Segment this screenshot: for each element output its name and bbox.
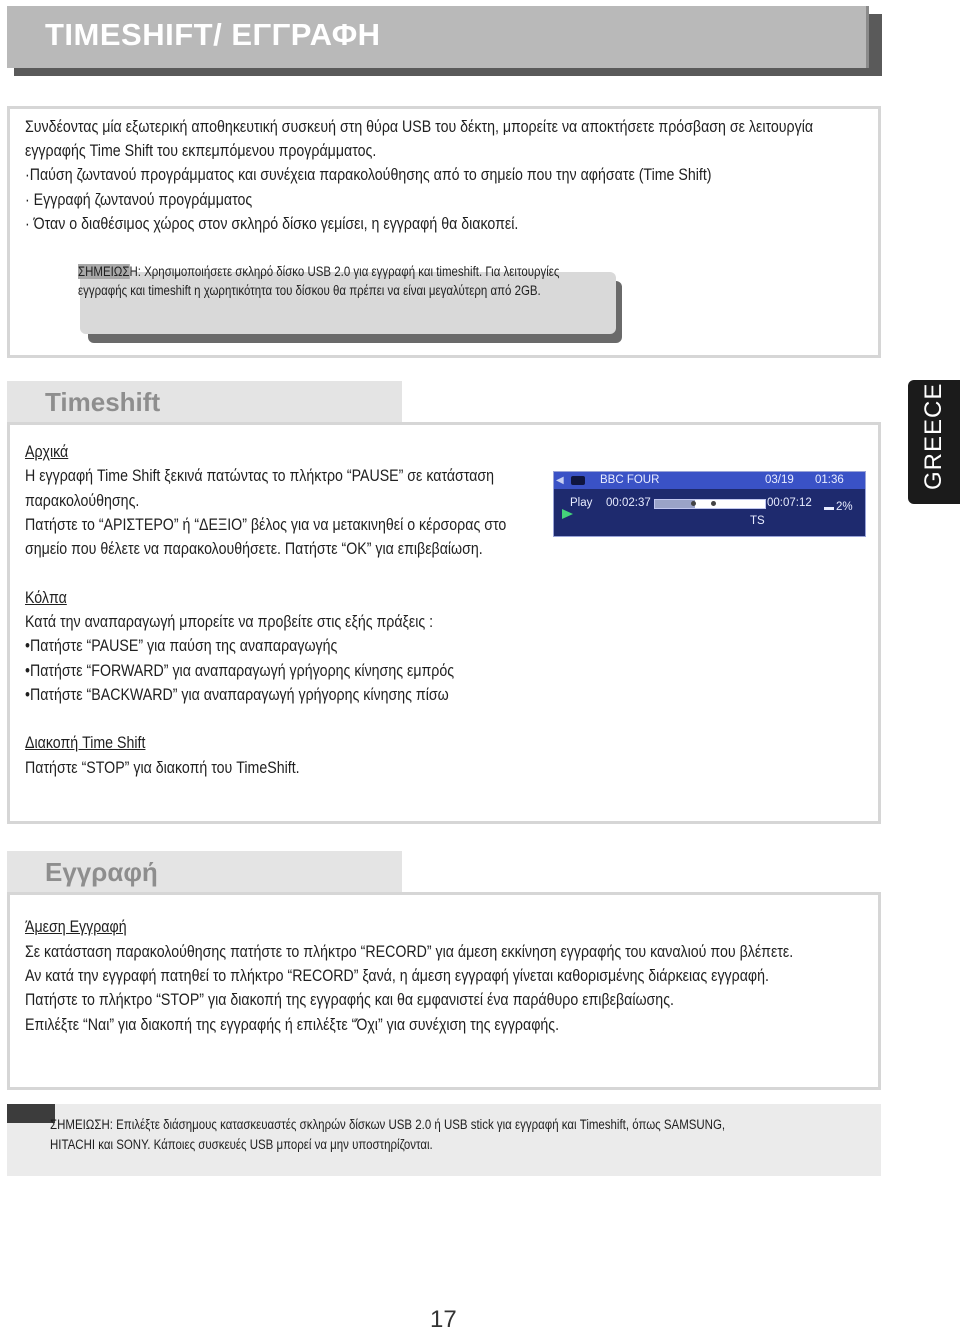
note-text-1: Η: Χρησιμοποιήσετε σκληρό δίσκο USB 2.0 για εγγραφή και timeshift. Για λειτουργίες [129,264,560,279]
back-arrow-icon: ◀ [556,475,564,486]
timeshift-stop-heading: Διακοπή Time Shift [25,734,146,752]
timeshift-tab-label: Timeshift [45,387,161,417]
timeshift-start-line-1: Η εγγραφή Time Shift ξεκινά πατώντας το πλήκτρο “PAUSE” σε κατάσταση [25,467,495,485]
osd-current-time: 00:02:37 [606,497,651,509]
record-heading: Άμεση Εγγραφή [25,918,127,936]
osd-episode: 03/19 [765,474,794,486]
intro-line-1: Συνδέοντας μία εξωτερική αποθηκευτική συσκευή στη θύρα USB του δέκτη, μπορείτε να αποκτήσετε πρόσβαση σε λειτουργία [25,118,814,136]
osd-percent-icon [824,507,834,510]
timeshift-tricks-line-1: Κατά την αναπαραγωγή μπορείτε να προβείτε στις εξής πράξεις : [25,613,434,631]
timeshift-tricks-line-2: •Πατήστε “PAUSE” για παύση της αναπαραγωγής [25,637,338,655]
timeshift-start-heading: Αρχικά [25,443,69,461]
intro-bullet-2: · Εγγραφή ζωντανού προγράμματος [25,191,253,209]
timeshift-osd [553,471,866,537]
record-line-2: Αν κατά την εγγραφή πατηθεί το πλήκτρο “RECORD” ξανά, η άμεση εγγραφή γίνεται καθορισμένης διάρκειας εγγραφή. [25,967,769,985]
osd-progress-fill [655,500,695,508]
timeshift-start-line-4: σημείο που θέλετε να παρακολουθήσετε. Πατήστε “OK” για επιβεβαίωση. [25,540,483,558]
bottom-note-label: ΣΗΜΕΙΩΣΗ [50,1117,110,1132]
timeshift-tricks-line-3: •Πατήστε “FORWARD” για αναπαραγωγή γρήγορης κίνησης εμπρός [25,662,455,680]
page-number: 17 [430,1306,457,1333]
record-line-4: Επιλέξτε “Ναι” για διακοπή της εγγραφής ή επιλέξτε “Όχι” για συνέχιση της εγγραφής. [25,1016,560,1034]
intro-bullet-3: · Όταν ο διαθέσιμος χώρος στον σκληρό δίσκο γεμίσει, η εγγραφή θα διακοπεί. [25,215,519,233]
osd-clock: 01:36 [815,474,844,486]
tv-icon [571,476,585,485]
intro-line-2: εγγραφής Time Shift του εκπεμπόμενου προγράμματος. [25,142,377,160]
osd-play-state: Play [570,497,593,509]
osd-progress-bar [654,499,766,509]
bottom-note-line-1 [50,1115,725,1134]
osd-percent: 2% [836,501,853,513]
record-line-1: Σε κατάσταση παρακολούθησης πατήστε το πλήκτρο “RECORD” για άμεση εκκίνηση εγγραφής του καναλιού που βλέπετε. [25,943,794,961]
timeshift-tricks-heading: Κόλπα [25,589,67,607]
osd-mode: TS [750,515,765,527]
bottom-note-tab [7,1104,55,1123]
bottom-note-line-2: HITACHI και SONY. Κάποιες συσκευές USB μπορεί να μην υποστηρίζονται. [50,1137,433,1152]
osd-marker-start [691,501,696,506]
timeshift-start-line-2: παρακολούθησης. [25,492,140,510]
timeshift-start-line-3: Πατήστε το “ΑΡΙΣΤΕΡΟ” ή “ΔΕΞΙΟ” βέλος για να μετακινηθεί ο κέρσορας στο [25,516,507,534]
osd-total-time: 00:07:12 [767,497,812,509]
osd-channel-name: BBC FOUR [600,474,660,486]
play-arrow-icon [562,509,573,519]
note-line-1 [78,262,559,281]
record-line-3: Πατήστε το πλήκτρο “STOP” για διακοπή της εγγραφής και θα εμφανιστεί ένα παράθυρο επιβεβαίωσης. [25,991,674,1009]
page-title: TIMESHIFT/ ΕΓΓΡΑΦΗ [45,17,381,52]
note-label: ΣΗΜΕΙΩΣ [78,264,130,279]
language-tab-label: GREECE [920,382,947,490]
intro-bullet-1: ·Παύση ζωντανού προγράμματος και συνέχεια παρακολούθησης από το σημείο που την αφήσατε (Time Shift) [25,166,712,184]
language-tab [908,380,960,504]
bottom-note-text-1: : Επιλέξτε διάσημους κατασκευαστές σκληρών δίσκων USB 2.0 ή USB stick για εγγραφή και Timeshift, όπως SAMSUNG, [109,1117,726,1132]
timeshift-tricks-line-4: •Πατήστε “BACKWARD” για αναπαραγωγή γρήγορης κίνησης πίσω [25,686,449,704]
timeshift-stop-line: Πατήστε “STOP” για διακοπή του TimeShift. [25,759,300,777]
osd-marker-current [711,501,716,506]
record-tab-label: Εγγραφή [45,857,158,887]
note-line-2: εγγραφής και timeshift η χωρητικότητα του δίσκου θα πρέπει να είναι μεγαλύτερη από 2GB. [78,283,541,298]
